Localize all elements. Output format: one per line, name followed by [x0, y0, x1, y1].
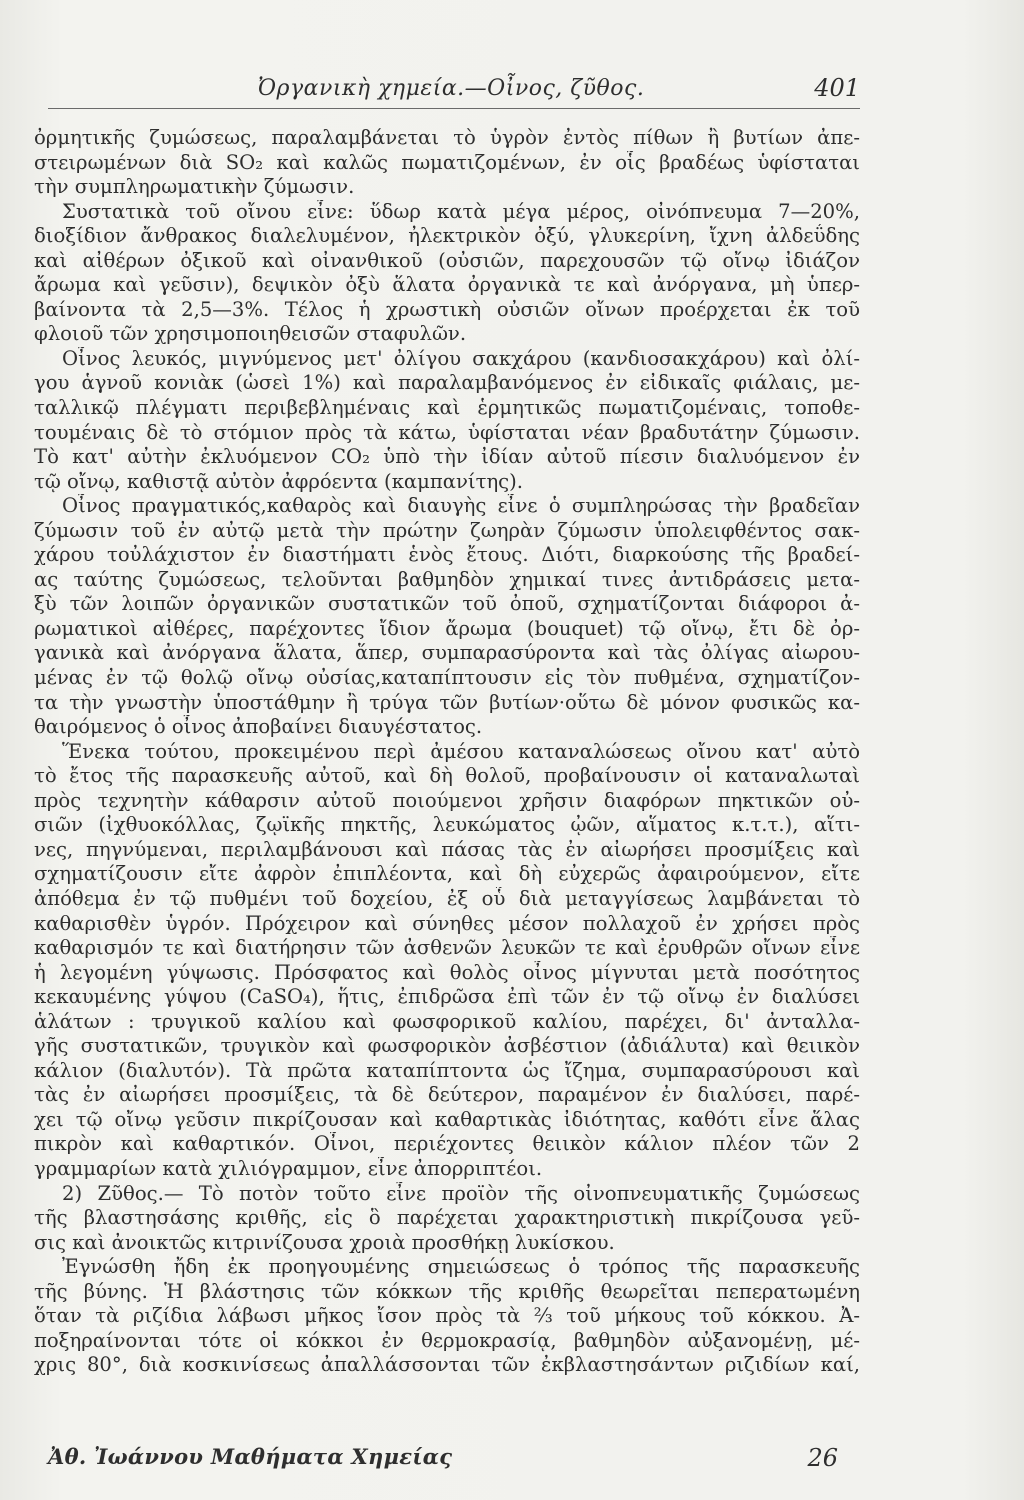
text-line: σις καὶ ἀνοικτῶς κιτρινίζουσα χροιὰ προσθήκῃ λυκίσκου. — [34, 1230, 615, 1254]
text-line: τὴν συμπληρωματικὴν ζύμωσιν. — [34, 175, 355, 199]
text-line: βαίνοντα τὰ 2,5—3%. Τέλος ἡ χρωστικὴ οὐσιῶν οἴνων προέρχεται ἐκ τοῦ — [34, 297, 860, 321]
text-line: κεκαυμένης γύψου (CaSO₄), ἥτις, ἐπιδρῶσα ἐπὶ τῶν ἐν τῷ οἴνῳ ἐν διαλύσει — [34, 985, 860, 1009]
text-line: διοξίδιον ἄνθρακος διαλελυμένον, ἠλεκτρικὸν ὀξύ, γλυκερίνη, ἴχνη ἀλδεΰδης — [34, 224, 860, 248]
text-line: τουμέναις δὲ τὸ στόμιον πρὸς τὰ κάτω, ὑφίσταται νέαν βραδυτάτην ζύμωσιν. — [34, 420, 860, 444]
text-line: ἀπόθεμα ἐν τῷ πυθμένι τοῦ δοχείου, ἐξ οὗ διὰ μεταγγίσεως λαμβάνεται τὸ — [34, 886, 860, 910]
text-line: πικρὸν καὶ καθαρτικόν. Οἶνοι, περιέχοντες θειικὸν κάλιον πλέον τῶν 2 — [34, 1132, 860, 1156]
text-line: πρὸς τεχνητὴν κάθαρσιν αὐτοῦ ποιούμενοι χρῆσιν διαφόρων πηκτικῶν οὐ- — [34, 788, 860, 812]
text-line: ρωματικοὶ αἰθέρες, παρέχοντες ἴδιον ἄρωμα (bouquet) τῷ οἴνῳ, ἔτι δὲ ὀρ- — [34, 616, 860, 640]
text-line: καθαρισμόν τε καὶ διατήρησιν τῶν ἀσθενῶν λευκῶν τε καὶ ἐρυθρῶν οἴνων εἶνε — [34, 936, 860, 960]
text-line: στειρωμένων διὰ SO₂ καὶ καλῶς πωματιζομένων, ἐν οἷς βραδέως ὑφίσταται — [34, 150, 860, 174]
text-line: Συστατικὰ τοῦ οἴνου εἶνε: ὕδωρ κατὰ μέγα μέρος, οἰνόπνευμα 7—20%, — [62, 199, 860, 223]
text-line: καθαρισθὲν ὑγρόν. Πρόχειρον καὶ σύνηθες μέσον πολλαχοῦ ἐν χρήσει πρὸς — [34, 911, 860, 935]
text-line: Οἶνος πραγματικός,καθαρὸς καὶ διαυγὴς εἶνε ὁ συμπληρώσας τὴν βραδεῖαν — [62, 494, 860, 518]
text-line: τα τὴν γνωστὴν ὑποστάθμην ἢ τρύγα τῶν βυτίων·οὕτω δὲ μόνον φυσικῶς κα- — [34, 690, 860, 714]
text-line: ἄρωμα καὶ γεῦσιν), δεψικὸν ὀξὺ ἅλατα ὀργανικὰ τε καὶ ἀνόργανα, μὴ ὑπερ- — [34, 273, 860, 297]
running-header — [48, 74, 860, 104]
running-title: Ὀργανικὴ χημεία.—Οἶνος, ζῦθος. — [258, 76, 645, 101]
text-line: ταλλικῷ πλέγματι περιβεβλημέναις καὶ ἑρμητικῶς πωματιζομέναις, τοποθε- — [34, 396, 860, 420]
text-line: σχηματίζουσιν εἴτε ἀφρὸν ἐπιπλέοντα, καὶ δὴ εὐχερῶς ἀφαιρούμενον, εἴτε — [34, 862, 860, 886]
text-line: ὀρμητικῆς ζυμώσεως, παραλαμβάνεται τὸ ὑγρὸν ἐντὸς πίθων ἢ βυτίων ἀπε- — [34, 126, 860, 149]
text-line: 2) Ζῦθος.— Τὸ ποτὸν τοῦτο εἶνε προϊὸν τῆς οἰνοπνευματικῆς ζυμώσεως — [62, 1181, 860, 1205]
body-text — [34, 126, 860, 1378]
text-line: τῆς βύνης. Ἡ βλάστησις τῶν κόκκων τῆς κριθῆς θεωρεῖται πεπερατωμένη — [34, 1279, 860, 1303]
text-line: ἁλάτων : τρυγικοῦ καλίου καὶ φωσφορικοῦ καλίου, παρέχει, δι' ἀνταλλα- — [34, 1009, 860, 1033]
text-line: θαιρόμενος ὁ οἶνος ἀποβαίνει διαυγέστατος. — [34, 715, 483, 739]
text-line: χει τῷ οἴνῳ γεῦσιν πικρίζουσαν καὶ καθαρτικὰς ἰδιότητας, καθότι εἶνε ἅλας — [34, 1107, 860, 1131]
text-line: κάλιον (διαλυτόν). Τὰ πρῶτα καταπίπτοντα ὡς ἴζημα, συμπαρασύρουσι καὶ — [34, 1058, 860, 1082]
text-line: ἡ λεγομένη γύψωσις. Πρόσφατος καὶ θολὸς οἶνος μίγνυται μετὰ ποσότητος — [34, 960, 860, 984]
text-line: ποξηραίνονται τότε οἱ κόκκοι ἐν θερμοκρασίᾳ, βαθμηδὸν αὐξανομένῃ, μέ- — [34, 1328, 860, 1352]
text-line: ὅταν τὰ ριζίδια λάβωσι μῆκος ἴσον πρὸς τὰ ⅔ τοῦ μήκους τοῦ κόκκου. Ἀ- — [34, 1304, 860, 1328]
text-line: χρις 80°, διὰ κοσκινίσεως ἀπαλλάσσονται τῶν ἐκβλαστησάντων ριζιδίων καί, — [34, 1353, 860, 1377]
text-line: Ἐγνώσθη ἤδη ἐκ προηγουμένης σημειώσεως ὁ τρόπος τῆς παρασκευῆς — [62, 1255, 860, 1279]
text-line: ξὺ τῶν λοιπῶν ὀργανικῶν συστατικῶν τοῦ ὀποῦ, σχηματίζονται διάφοροι ἀ- — [34, 592, 860, 616]
header-rule — [48, 108, 860, 109]
text-line: Ἕνεκα τούτου, προκειμένου περὶ ἀμέσου καταναλώσεως οἴνου κατ' αὐτὸ — [62, 739, 860, 763]
text-line: Τὸ κατ' αὐτὴν ἐκλυόμενον CO₂ ὑπὸ τὴν ἰδίαν αὐτοῦ πίεσιν διαλυόμενον ἐν — [34, 445, 860, 469]
text-line: γραμμαρίων κατὰ χιλιόγραμμον, εἶνε ἀπορριπτέοι. — [34, 1156, 543, 1180]
text-line: γανικὰ καὶ ἀνόργανα ἅλατα, ἅπερ, συμπαρασύροντα καὶ τὰς ὀλίγας αἰωρου- — [34, 641, 860, 665]
text-line: σιῶν (ἰχθυοκόλλας, ζῳϊκῆς πηκτῆς, λευκώματος ᾠῶν, αἵματος κ.τ.τ.), αἵτι- — [34, 813, 860, 837]
text-line: γου ἁγνοῦ κονιὰκ (ὡσεὶ 1%) καὶ παραλαμβανόμενος ἐν εἰδικαῖς φιάλαις, με- — [34, 371, 860, 395]
sheet-number: 26 — [807, 1444, 838, 1472]
text-line: μένας ἐν τῷ θολῷ οἴνῳ οὐσίας,καταπίπτουσιν εἰς τὸν πυθμένα, σχηματίζον- — [34, 666, 860, 690]
text-line: τῆς βλαστησάσης κριθῆς, εἰς ὃ παρέχεται χαρακτηριστικὴ πικρίζουσα γεῦ- — [34, 1206, 860, 1230]
text-line: καὶ αἰθέρων ὀξικοῦ καὶ οἰνανθικοῦ (οὐσιῶν, παρεχουσῶν τῷ οἴνῳ ἰδιάζον — [34, 248, 860, 272]
text-line: τῷ οἴνῳ, καθιστᾷ αὐτὸν ἀφρόεντα (καμπανίτης). — [34, 469, 524, 493]
text-line: ας ταύτης ζυμώσεως, τελοῦνται βαθμηδὸν χημικαί τινες ἀντιδράσεις μετα- — [34, 567, 860, 591]
page-footer — [48, 1444, 860, 1478]
page-number: 401 — [814, 74, 860, 102]
footer-signature: Ἀθ. Ἰωάννου Μαθήματα Χημείας — [48, 1444, 453, 1469]
text-line: τὸ ἔτος τῆς παρασκευῆς αὐτοῦ, καὶ δὴ θολοῦ, προβαίνουσιν οἱ καταναλωταὶ — [34, 764, 860, 788]
text-line: νες, πηγνύμεναι, περιλαμβάνουσι καὶ πάσας τὰς ἐν αἰωρήσει προσμίξεις καὶ — [34, 837, 860, 861]
text-line: Οἶνος λευκός, μιγνύμενος μετ' ὀλίγου σακχάρου (κανδιοσακχάρου) καὶ ὀλί- — [62, 346, 860, 370]
text-line: γῆς συστατικῶν, τρυγικὸν καὶ φωσφορικὸν ἀσβέστιον (ἀδιάλυτα) καὶ θειικὸν — [34, 1034, 860, 1058]
text-line: τὰς ἐν αἰωρήσει προσμίξεις, τὰ δὲ δεύτερον, παραμένον ἐν διαλύσει, παρέ- — [34, 1083, 860, 1107]
text-line: φλοιοῦ τῶν χρησιμοποιηθεισῶν σταφυλῶν. — [34, 322, 467, 346]
text-line: ζύμωσιν τοῦ ἐν αὐτῷ μετὰ τὴν πρώτην ζωηρὰν ζύμωσιν ὑπολειφθέντος σακ- — [34, 518, 860, 542]
text-line: χάρου τοὐλάχιστον ἐν διαστήματι ἑνὸς ἔτους. Διότι, διαρκούσης τῆς βραδεί- — [34, 543, 860, 567]
